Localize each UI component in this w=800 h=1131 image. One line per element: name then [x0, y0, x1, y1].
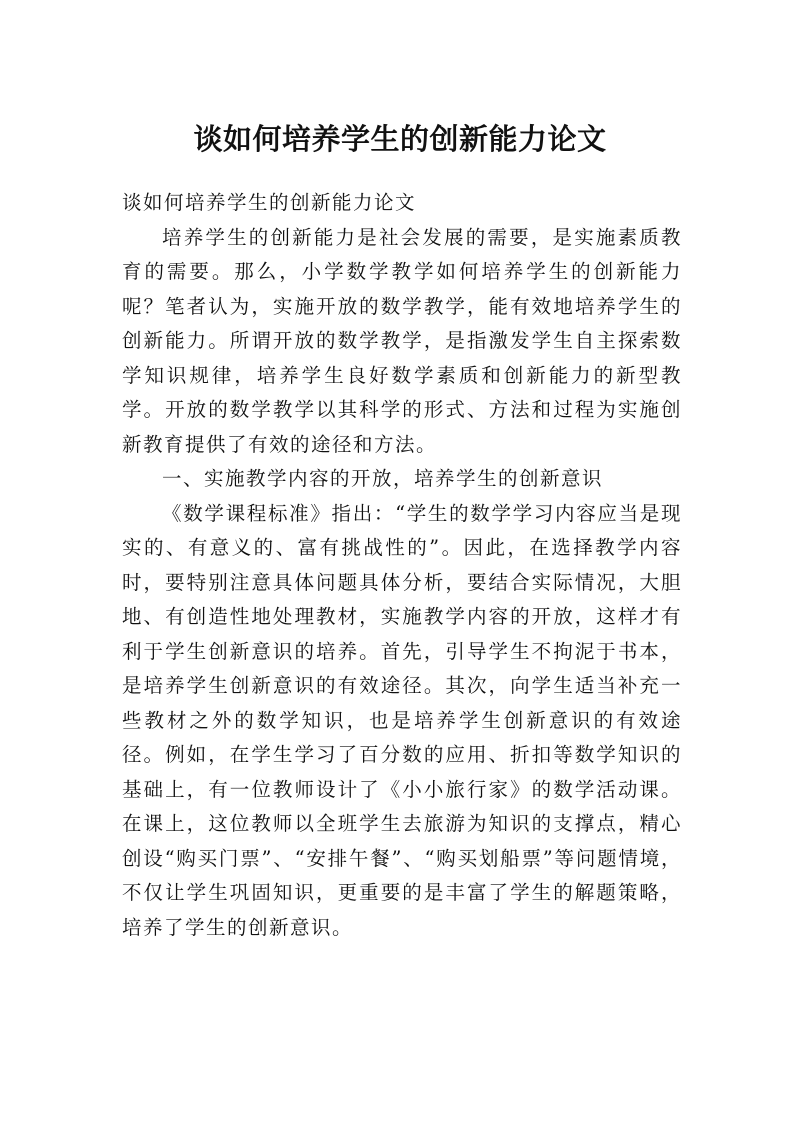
document-title: 谈如何培养学生的创新能力论文 [193, 122, 607, 157]
document-subtitle: 谈如何培养学生的创新能力论文 [122, 191, 417, 214]
intro-paragraph: 培养学生的创新能力是社会发展的需要，是实施素质教育的需要。那么，小学数学教学如何培养学生的创新能力呢？笔者认为，实施开放的数学教学，能有效地培养学生的创新能力。所谓开放的数学教学，是指激发学生自主探索数学知识规律，培养学生良好数学素质和创新能力的新型教学。开放的数学教学以其科学的形式、方法和过程为实施创新教育提供了有效的途径和方法。 [122, 225, 682, 456]
section-heading-1: 一、实施教学内容的开放，培养学生的创新意识 [162, 467, 604, 490]
document-body [122, 186, 682, 945]
section-1-paragraph: 《数学课程标准》指出：“学生的数学学习内容应当是现实的、有意义的、富有挑战性的”。因此，在选择教学内容时，要特别注意具体问题具体分析，要结合实际情况，大胆地、有创造性地处理教材，实施教学内容的开放，这样才有利于学生创新意识的培养。首先，引导学生不拘泥于书本，是培养学生创新意识的有效途径。其次，向学生适当补充一些教材之外的数学知识，也是培养学生创新意识的有效途径。例如，在学生学习了百分数的应用、折扣等数学知识的基础上，有一位教师设计了《小小旅行家》的数学活动课。在课上，这位教师以全班学生去旅游为知识的支撑点，精心创设“购买门票”、“安排午餐”、“购买划船票”等问题情境，不仅让学生巩固知识，更重要的是丰富了学生的解题策略，培养了学生的创新意识。 [122, 501, 682, 939]
